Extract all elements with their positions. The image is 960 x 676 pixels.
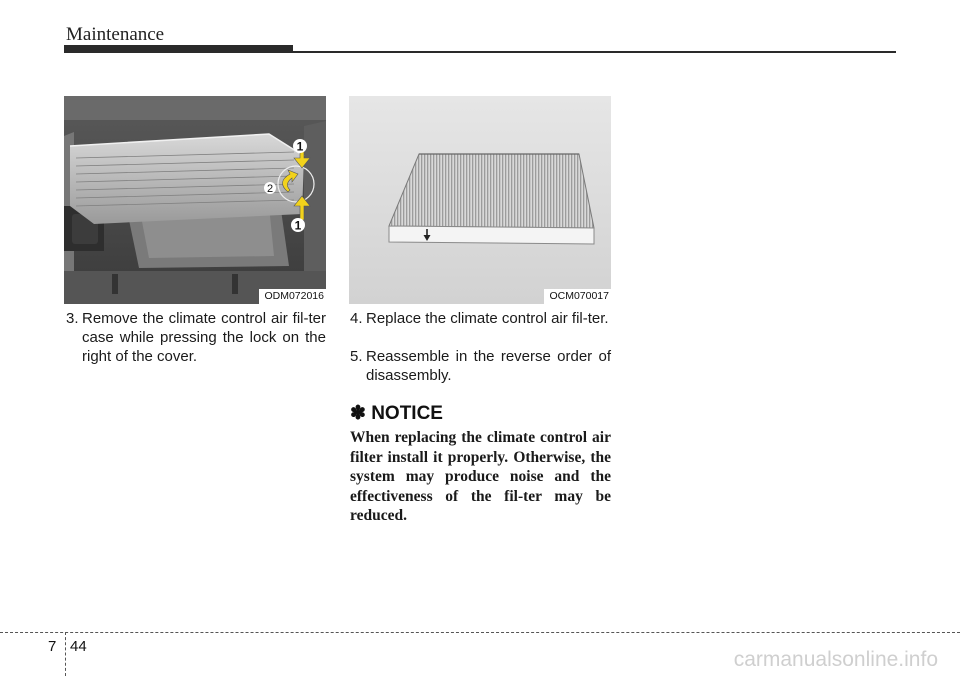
step-number: 3. <box>66 310 79 327</box>
notice-body: When replacing the climate control air filter install it properly. Otherwise, the system may produce noise and the effectiveness of the fil-ter may be reduced. <box>350 429 611 524</box>
callout-2: 2 <box>266 183 274 195</box>
filter-case-illustration <box>64 96 326 304</box>
section-title: Maintenance <box>66 24 165 45</box>
step-number: 4. <box>350 310 363 327</box>
notice-title: ✽ NOTICE <box>350 403 443 424</box>
filter-case-photo <box>64 96 326 304</box>
step-4 <box>350 309 611 328</box>
chapter-number: 7 <box>48 638 57 655</box>
step-5 <box>350 347 611 385</box>
step-3 <box>66 309 326 366</box>
figure-code: ODM072016 <box>259 289 326 304</box>
page-number: 44 <box>70 638 87 655</box>
watermark: carmanualsonline.info <box>733 648 938 671</box>
step-text: Replace the climate control air fil-ter. <box>366 310 609 327</box>
header-bar <box>64 45 293 53</box>
figure-code: OCM070017 <box>544 289 611 304</box>
callout-1-top: 1 <box>296 139 304 154</box>
step-number: 5. <box>350 348 363 365</box>
step-text: Reassemble in the reverse order of disassembly. <box>366 348 611 384</box>
step-text: Remove the climate control air fil-ter case while pressing the lock on the right of the cover. <box>82 310 326 365</box>
footer-divider <box>65 632 66 676</box>
footer-rule <box>0 632 960 633</box>
air-filter-photo <box>349 96 611 304</box>
header-rule <box>293 51 896 53</box>
callout-1-bottom: 1 <box>294 218 302 233</box>
air-filter-illustration <box>349 96 611 304</box>
